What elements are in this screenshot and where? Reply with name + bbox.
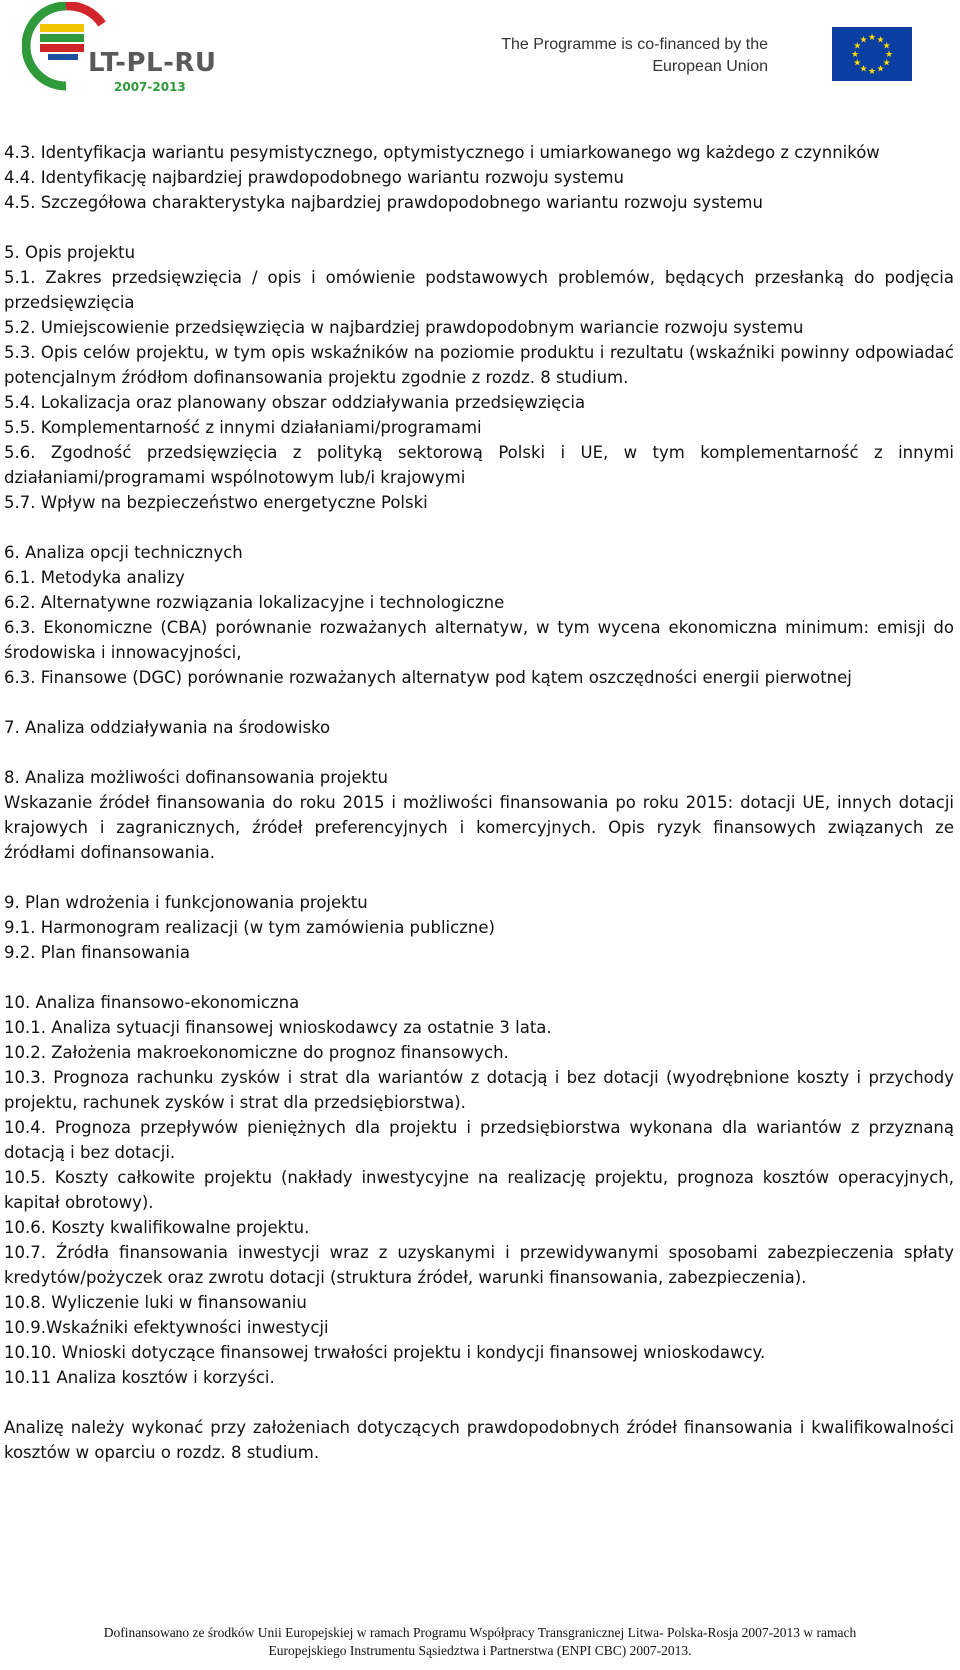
paragraph-gap [4, 215, 954, 240]
paragraph-gap [4, 865, 954, 890]
eu-cofinance-note [501, 34, 768, 78]
document-line: 5.4. Lokalizacja oraz planowany obszar oddziaływania przedsięwzięcia [4, 393, 586, 412]
eu-star-icon: ★ [867, 32, 877, 42]
eu-star-icon: ★ [853, 57, 862, 68]
document-body [4, 140, 954, 1465]
document-line: 6. Analiza opcji technicznych [4, 543, 243, 562]
eu-star-icon: ★ [850, 49, 860, 59]
document-line: 5.5. Komplementarność z innymi działaniami/programami [4, 418, 482, 437]
document-line: 10.9.Wskaźniki efektywności inwestycji [4, 1318, 329, 1337]
document-line: 4.4. Identyfikację najbardziej prawdopodobnego wariantu rozwoju systemu [4, 168, 625, 187]
document-line: 10.3. Prognoza rachunku zysków i strat dla wariantów z dotacją i bez dotacji (wyodrębnione koszty i przychody projektu, rachunek zysków i strat dla przedsiębiorstwa). [4, 1068, 954, 1112]
paragraph-gap [4, 1390, 954, 1415]
document-line: 9. Plan wdrożenia i funkcjonowania projektu [4, 893, 368, 912]
paragraph-gap [4, 740, 954, 765]
eu-note-line-1: The Programme is co-financed by the [501, 36, 768, 53]
paragraph-gap [4, 515, 954, 540]
document-line: Analizę należy wykonać przy założeniach dotyczących prawdopodobnych źródeł finansowania i kwalifikowalności kosztów w oparciu o rozdz. 8 studium. [4, 1418, 954, 1462]
eu-star-icon: ★ [876, 34, 885, 45]
logo-title: LT-PL-RU [88, 48, 217, 78]
document-line: 10.10. Wnioski dotyczące finansowej trwałości projektu i kondycji finansowej wnioskodawcy. [4, 1343, 766, 1362]
document-line: 9.2. Plan finansowania [4, 943, 190, 962]
logo-emblem-icon [22, 2, 142, 92]
logo-years: 2007-2013 [114, 80, 186, 94]
lt-pl-ru-logo [22, 2, 222, 100]
document-line: 6.1. Metodyka analizy [4, 568, 185, 587]
document-line: 10.6. Koszty kwalifikowalne projektu. [4, 1218, 310, 1237]
document-line: 10.2. Założenia makroekonomiczne do prognoz finansowych. [4, 1043, 509, 1062]
document-line: 8. Analiza możliwości dofinansowania projektu [4, 768, 389, 787]
paragraph-gap [4, 690, 954, 715]
page-header [0, 0, 960, 110]
document-line: 7. Analiza oddziaływania na środowisko [4, 718, 331, 737]
document-line: 5.6. Zgodność przedsięwzięcia z polityką sektorową Polski i UE, w tym komplementarność z innymi działaniami/programami wspólnotowym lub/i krajowymi [4, 443, 954, 487]
eu-star-icon: ★ [882, 57, 891, 68]
eu-star-icon: ★ [859, 63, 868, 74]
eu-flag-icon [832, 27, 912, 81]
document-line: 9.1. Harmonogram realizacji (w tym zamówienia publiczne) [4, 918, 495, 937]
eu-star-icon: ★ [884, 49, 894, 59]
eu-star-icon: ★ [876, 63, 885, 74]
document-line: 6.3. Finansowe (DGC) porównanie rozważanych alternatyw pod kątem oszczędności energii pierwotnej [4, 668, 852, 687]
document-line: 6.2. Alternatywne rozwiązania lokalizacyjne i technologiczne [4, 593, 505, 612]
paragraph-gap [4, 965, 954, 990]
footer-line-2: Europejskiego Instrumentu Sąsiedztwa i Partnerstwa (ENPI CBC) 2007-2013. [268, 1643, 692, 1658]
document-line: 10. Analiza finansowo-ekonomiczna [4, 993, 300, 1012]
document-line: 10.4. Prognoza przepływów pieniężnych dla projektu i przedsiębiorstwa wykonana dla wariantów z przyznaną dotacją i bez dotacji. [4, 1118, 954, 1162]
eu-star-icon: ★ [882, 40, 891, 51]
document-line: 10.11 Analiza kosztów i korzyści. [4, 1368, 275, 1387]
document-line: 6.3. Ekonomiczne (CBA) porównanie rozważanych alternatyw, w tym wycena ekonomiczna minimum: emisji do środowiska i innowacyjności, [4, 618, 954, 662]
document-line: 10.7. Źródła finansowania inwestycji wraz z uzyskanymi i przewidywanymi sposobami zabezpieczenia spłaty kredytów/pożyczek oraz zwrotu dotacji (struktura źródeł, warunki finansowania, zabezpieczenia). [4, 1243, 954, 1287]
eu-star-icon: ★ [859, 34, 868, 45]
document-line: 10.1. Analiza sytuacji finansowej wnioskodawcy za ostatnie 3 lata. [4, 1018, 552, 1037]
document-line: 4.5. Szczegółowa charakterystyka najbardziej prawdopodobnego wariantu rozwoju systemu [4, 193, 763, 212]
eu-star-icon: ★ [853, 40, 862, 51]
document-line: 5.1. Zakres przedsięwzięcia / opis i omówienie podstawowych problemów, będących przesłanką do podjęcia przedsięwzięcia [4, 268, 954, 312]
document-line: 10.5. Koszty całkowite projektu (nakłady inwestycyjne na realizację projektu, prognoza kosztów operacyjnych, kapitał obrotowy). [4, 1168, 954, 1212]
page-footer [0, 1624, 960, 1660]
footer-line-1: Dofinansowano ze środków Unii Europejskiej w ramach Programu Współpracy Transgranicznej Litwa- Polska-Rosja 2007-2013 w ramach [103, 1625, 857, 1640]
document-line: 5.2. Umiejscowienie przedsięwzięcia w najbardziej prawdopodobnym wariancie rozwoju systemu [4, 318, 804, 337]
eu-note-line-2: European Union [652, 58, 768, 75]
document-line: 5.3. Opis celów projektu, w tym opis wskaźników na poziomie produktu i rezultatu (wskaźniki powinny odpowiadać potencjalnym źródłom dofinansowania projektu zgodnie z rozdz. 8 studium. [4, 343, 954, 387]
document-line: Wskazanie źródeł finansowania do roku 2015 i możliwości finansowania po roku 2015: dotacji UE, innych dotacji krajowych i zagranicznych, źródeł preferencyjnych i komercyjnych. Opis ryzyk finansowych związanych ze źródłami dofinansowania. [4, 793, 954, 862]
document-line: 10.8. Wyliczenie luki w finansowaniu [4, 1293, 307, 1312]
eu-star-icon: ★ [867, 66, 877, 76]
document-line: 4.3. Identyfikacja wariantu pesymistycznego, optymistycznego i umiarkowanego wg każdego z czynników [4, 143, 880, 162]
document-line: 5. Opis projektu [4, 243, 136, 262]
document-line: 5.7. Wpływ na bezpieczeństwo energetyczne Polski [4, 493, 428, 512]
